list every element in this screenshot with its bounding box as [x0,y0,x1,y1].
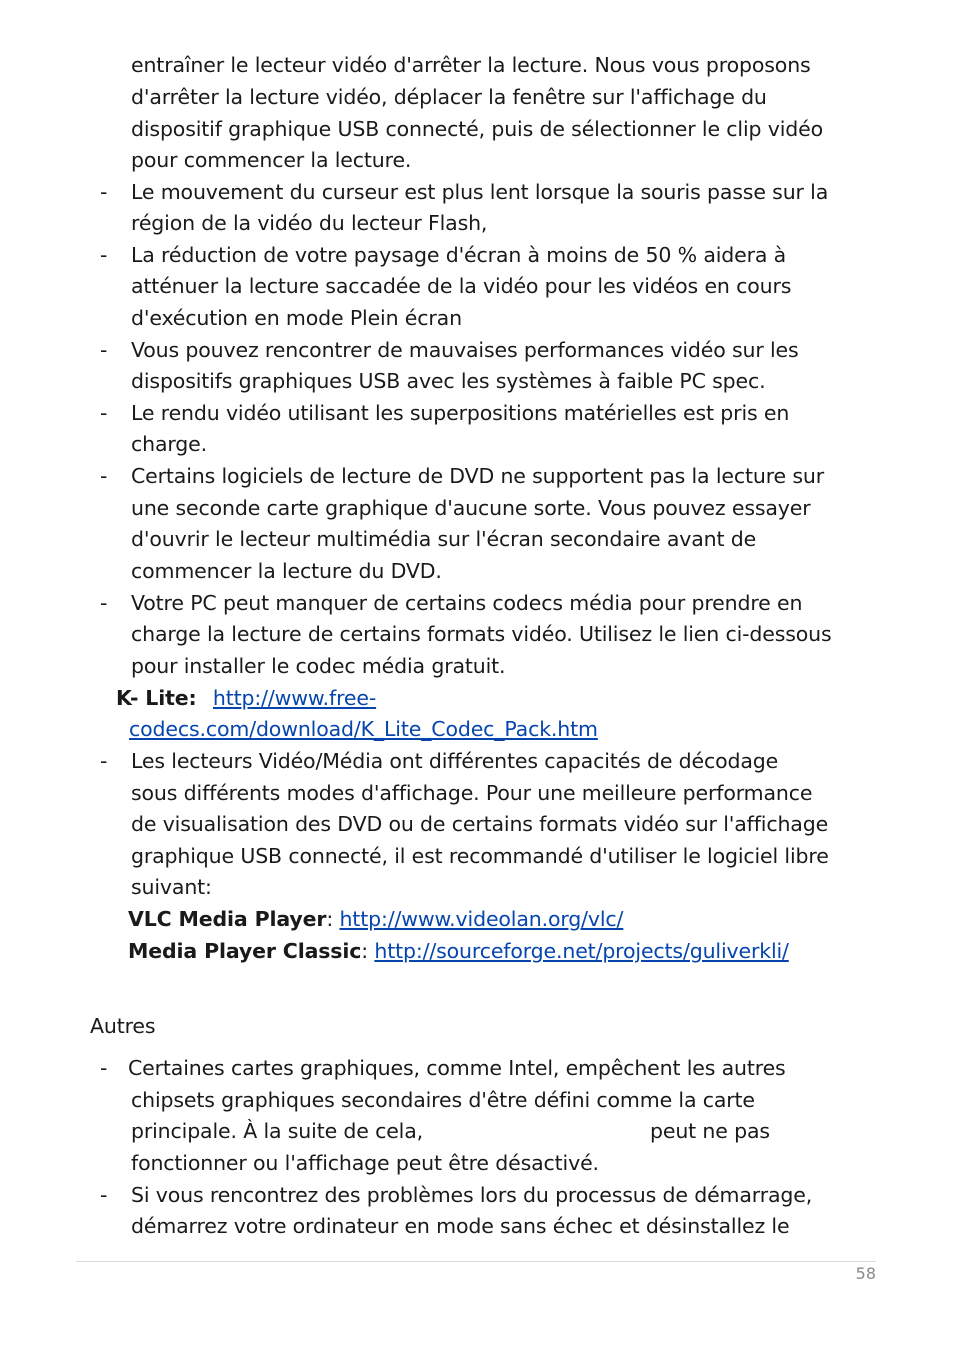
vlc-separator: : [326,907,334,931]
bullet-dash: - [100,338,108,362]
text-line: dispositifs graphiques USB avec les systèmes à faible PC spec. [131,369,766,393]
klite-row [116,685,376,711]
text-line: Les lecteurs Vidéo/Média ont différentes capacités de décodage [131,749,779,773]
vlc-label: VLC Media Player [128,907,327,931]
text-line: Si vous rencontrez des problèmes lors du processus de démarrage, [131,1183,813,1207]
mpc-row [128,938,789,964]
vlc-row [128,906,623,932]
text-line: pour installer le codec média gratuit. [131,654,506,678]
page-number: 58 [855,1264,876,1283]
text-line: d'ouvrir le lecteur multimédia sur l'écran secondaire avant de [131,527,757,551]
klite-link-continuation [129,716,598,742]
text-line: fonctionner ou l'affichage peut être désactivé. [131,1151,599,1175]
text-line: peut ne pas [650,1119,770,1143]
text-line: une seconde carte graphique d'aucune sorte. Vous pouvez essayer [131,496,811,520]
text-line: Certains logiciels de lecture de DVD ne supportent pas la lecture sur [131,464,825,488]
text-line: sous différents modes d'affichage. Pour une meilleure performance [131,781,813,805]
text-line: dispositif graphique USB connecté, puis de sélectionner le clip vidéo [131,117,823,141]
bullet-dash: - [100,591,108,615]
text-line: Le mouvement du curseur est plus lent lorsque la souris passe sur la [131,180,829,204]
text-line: démarrez votre ordinateur en mode sans échec et désinstallez le [131,1214,790,1238]
klite-download-link-continued[interactable]: codecs.com/download/K_Lite_Codec_Pack.htm [129,717,598,741]
bullet-dash: - [100,401,108,425]
footer-divider [76,1261,876,1262]
klite-download-link[interactable]: http://www.free- [212,686,377,710]
mpc-label: Media Player Classic [128,939,362,963]
bullet-dash: - [100,1056,108,1080]
text-line: charge. [131,432,207,456]
bullet-dash: - [100,749,108,773]
mpc-link[interactable]: http://sourceforge.net/projects/guliverkli/ [374,939,789,963]
klite-label: K- Lite: [116,686,197,710]
text-line: charge la lecture de certains formats vidéo. Utilisez le lien ci-dessous [131,622,832,646]
text-line: graphique USB connecté, il est recommandé d'utiliser le logiciel libre [131,844,829,868]
vlc-link[interactable]: http://www.videolan.org/vlc/ [339,907,624,931]
text-line: principale. À la suite de cela, [131,1119,424,1143]
text-line: La réduction de votre paysage d'écran à moins de 50 % aidera à [131,243,787,267]
text-line: atténuer la lecture saccadée de la vidéo pour les vidéos en cours [131,274,792,298]
bullet-dash: - [100,243,108,267]
bullet-dash: - [100,180,108,204]
text-line: pour commencer la lecture. [131,148,412,172]
text-line: Le rendu vidéo utilisant les superpositions matérielles est pris en [131,401,790,425]
text-line: Certaines cartes graphiques, comme Intel, empêchent les autres [128,1056,786,1080]
text-line: entraîner le lecteur vidéo d'arrêter la lecture. Nous vous proposons [131,53,811,77]
text-line: Vous pouvez rencontrer de mauvaises performances vidéo sur les [131,338,799,362]
text-line: suivant: [131,875,212,899]
text-line: Votre PC peut manquer de certains codecs média pour prendre en [131,591,803,615]
mpc-separator: : [361,939,368,963]
text-line: commencer la lecture du DVD. [131,559,442,583]
text-line: d'arrêter la lecture vidéo, déplacer la fenêtre sur l'affichage du [131,85,767,109]
bullet-dash: - [100,464,108,488]
text-line: d'exécution en mode Plein écran [131,306,462,330]
text-line: région de la vidéo du lecteur Flash, [131,211,488,235]
bullet-dash: - [100,1183,108,1207]
text-line: chipsets graphiques secondaires d'être défini comme la carte [131,1088,755,1112]
section-heading: Autres [90,1014,156,1038]
text-line: de visualisation des DVD ou de certains formats vidéo sur l'affichage [131,812,829,836]
